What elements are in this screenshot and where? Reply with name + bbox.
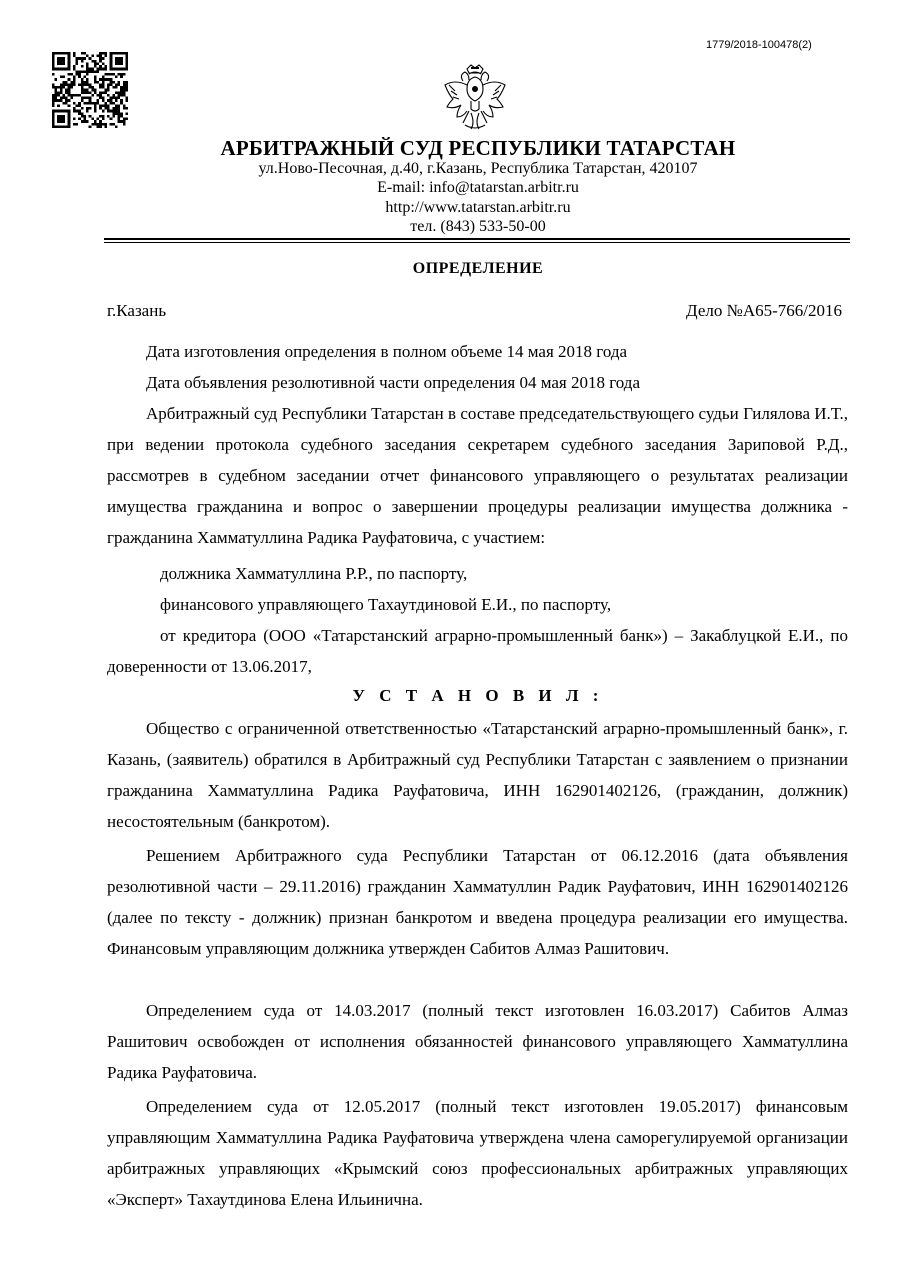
established-heading: У С Т А Н О В И Л :: [352, 686, 604, 705]
paragraph-finding: Определением суда от 14.03.2017 (полный текст изготовлен 16.03.2017) Сабитов Алмаз Рашитович освобожден от исполнения обязанностей финансового управляющего Хамматуллина Радика Рауфатовича.: [107, 1001, 848, 1082]
paragraph-participant-debtor: должника Хамматуллина Р.Р., по паспорту,: [160, 564, 468, 583]
paragraph-finding: Общество с ограниченной ответственностью «Татарстанский аграрно-промышленный банк», г. Казань, (заявитель) обратился в Арбитражный суд Республики Татарстан с заявлением о признании гражданина Хамматуллина Радика Рауфатовича, ИНН 162901402126, (гражданин, должник) несостоятельным (банкротом).: [107, 719, 848, 831]
document-title: ОПРЕДЕЛЕНИЕ: [412, 260, 544, 277]
case-number: Дело №А65-766/2016: [686, 301, 842, 320]
paragraph-finding: Определением суда от 12.05.2017 (полный текст изготовлен 19.05.2017) финансовым управляющим Хамматуллина Радика Рауфатовича утверждена члена саморегулируемой организации арбитражных управляющих «Крымский союз профессиональных арбитражных управляющих «Эксперт» Тахаутдинова Елена Ильинична.: [107, 1097, 848, 1209]
coat-of-arms-icon: [441, 63, 509, 133]
paragraph-participant-creditor: от кредитора (ООО «Татарстанский аграрно-промышленный банк») – Закаблуцкой Е.И., по доверенности от 13.06.2017,: [107, 626, 848, 676]
case-code: 1779/2018-100478(2): [706, 39, 812, 51]
court-address: ул.Ново-Песочная, д.40, г.Казань, Республика Татарстан, 420107: [258, 160, 698, 177]
paragraph-finding: Решением Арбитражного суда Республики Татарстан от 06.12.2016 (дата объявления резолютивной части – 29.11.2016) гражданин Хамматуллин Радик Рауфатович, ИНН 162901402126 (далее по тексту - должник) признан банкротом и введена процедура реализации его имущества. Финансовым управляющим должника утвержден Сабитов Алмаз Рашитович.: [107, 846, 848, 958]
court-website: http://www.tatarstan.arbitr.ru: [385, 199, 571, 216]
court-phone: тел. (843) 533-50-00: [410, 218, 546, 235]
header-divider-thin: [104, 242, 850, 243]
document-city: г.Казань: [107, 301, 167, 320]
qr-code-icon: [52, 52, 128, 128]
header-divider: [104, 238, 850, 240]
court-name: АРБИТРАЖНЫЙ СУД РЕСПУБЛИКИ ТАТАРСТАН: [220, 136, 736, 160]
paragraph-court-composition: Арбитражный суд Республики Татарстан в составе председательствующего судьи Гилялова И.Т., при ведении протокола судебного заседания секретарем судебного заседания Зариповой Р.Д., рассмотрев в судебном заседании отчет финансового управляющего о результатах реализации имущества гражданина и вопрос о завершении процедуры реализации имущества должника - гражданина Хамматуллина Радика Рауфатовича, с участием:: [107, 404, 848, 547]
court-email: E-mail: info@tatarstan.arbitr.ru: [377, 179, 579, 196]
paragraph-full-text-date: Дата изготовления определения в полном объеме 14 мая 2018 года: [146, 342, 628, 361]
paragraph-participant-manager: финансового управляющего Тахаутдиновой Е.И., по паспорту,: [160, 595, 612, 614]
paragraph-operative-date: Дата объявления резолютивной части определения 04 мая 2018 года: [146, 373, 641, 392]
